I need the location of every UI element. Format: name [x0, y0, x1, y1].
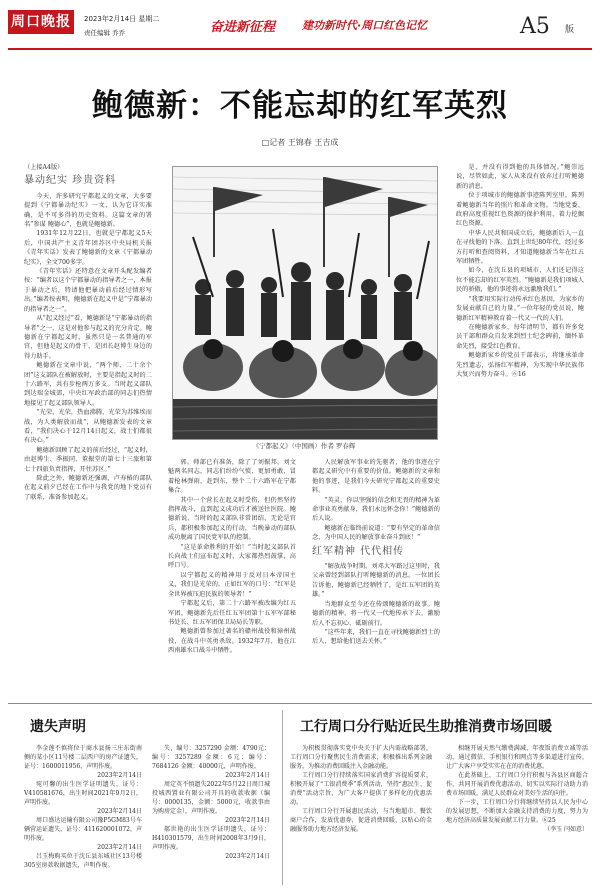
- notice-date: 2023年2月14日: [225, 817, 270, 824]
- column-divider: [282, 710, 283, 885]
- subhead-spirit: 红军精神 代代相传: [312, 545, 405, 557]
- paragraph: 下一步，工行周口分行将继续坚持以人民为中心的发展思想，不断加大金融支持消费的力度，努力为地方经济高质量发展贡献工行力量。⑥25: [446, 799, 588, 824]
- paragraph: 人民解放军事业的先驱者，他的事迹在宁都起义研究中有重要的价值。鲍德新的文章和他的事迹，是我们今天研究宁都起义的重要史料。: [312, 459, 440, 495]
- notice-item: 李金莲不慎将位于商水县扬三庄东街南侧的某小区11号楼二层西户的房产证遗失，证号：1600011956，声明作废。: [24, 745, 142, 770]
- paragraph: 1931年12月22日，也就是宁都起义5天后，中国共产主义青年团苏区中央局机关报《青年实话》发表了鲍德新的文章《宁都暴动纪实》，全文700多字。: [24, 230, 152, 266]
- notice-date: 2023年2月14日: [97, 844, 142, 851]
- paragraph: “这些年来，我们一直在寻找鲍德新烈士的后人，想给他们送去关怀。”: [312, 628, 440, 646]
- paragraph: “我要用实际行动传承红色基因，为家乡的发展贡献自己的力量。”一位年轻的党员说，鲍德新红军精神教育着一代又一代的人们。: [456, 295, 584, 322]
- article-column-3: [312, 458, 440, 695]
- paragraph: “英灵，你以坚强的信念和无畏的精神为革命事业英勇献身，我们永远怀念你！”鲍德新的后人说。: [312, 496, 440, 523]
- paragraph: 是，并没有得到他的具体情况。”鲍崇远说，尽管如此，家人从来没有放弃过打听鲍德新的消息。: [456, 164, 584, 190]
- masthead: [0, 0, 600, 62]
- notice-item: 宛可馨的出生医学证明遗失，证号：V410581676，出生时间2021年9月2日，声明作废。: [24, 781, 142, 806]
- news-column-1: [290, 744, 432, 884]
- paragraph: 从“起义经过”看，鲍德新是“宁都暴动的指导者”之一，这是对他参与起义的充分肯定。鲍德新在宁都起义时，虽然只是一名普通的军官，但他是起义的骨干，是团长赵博生身边的得力助手。: [24, 315, 152, 360]
- masthead-rule: [8, 48, 592, 50]
- page-number: A5: [520, 14, 550, 39]
- illustration-svg: [173, 167, 437, 439]
- news-author: （李玉 闫如意）: [544, 826, 588, 833]
- notice-item: 周口盛达运输有限公司豫P5GM83号车辆营运证遗失，证号：411620001072，声明作废。: [24, 817, 142, 842]
- paragraph: 如今，在沈丘县的项城市，人们还记得这位不能忘却的红军英烈。“鲍德新是我们项城人民的骄傲，他的事迹将永远激励我们。”: [456, 267, 584, 294]
- notice-date: 2023年2月14日: [225, 772, 270, 779]
- article-byline: □记者 王锦春 王吉成: [261, 138, 339, 147]
- paragraph: 工行周口分行开展惠民活动，与当地超市、餐饮商户合作，发放优惠券，促进消费回暖，以贴心的金融服务助力地方经济发展。: [290, 808, 432, 833]
- paragraph: 鲍德新家乡的党员干部表示，将继承革命先烈遗志，弘扬红军精神，为实现中华民族伟大复兴而努力奋斗。⑥16: [456, 352, 584, 378]
- notices-column-2: [152, 744, 270, 884]
- notice-date: 2023年2月14日: [225, 853, 270, 860]
- editor-credit: 责任编辑 乔乔: [84, 29, 126, 37]
- illustration-caption: 《宁都起义》（中国画）作者 罗春辉: [252, 442, 356, 450]
- woodcut-illustration: [172, 166, 438, 440]
- paragraph: 相继开展天然气缴费满减、年夜饭消费立减等活动，通过微信、手机银行和网点等多渠道进行宣传，让广大客户享受实实在在的消费优惠。: [446, 745, 588, 770]
- paragraph: 中华人民共和国成立后，鲍德新后人一直在寻找他的下落。直到上世纪80年代，经过多方打听和查阅资料，才知道鲍德新当年在红五军团牺牲。: [456, 229, 584, 266]
- notice-item: 郝世艳的出生医学证明遗失，证号：H410301579，出生时间2008年3月9日，声明作废。: [152, 826, 270, 851]
- paragraph: 工行周口分行持续落实国家消费扩容提质要求，积极开展了“工银消费季”系列活动，坚持“惠民生、促消费”活动宗旨，为广大客户提供了多样化的优惠活动。: [290, 772, 432, 806]
- notice-item: 吕玉梅购买位于沈丘县东城社区13号楼305室房款收据遗失，声明作废。: [24, 853, 142, 869]
- article-column-2: [168, 458, 296, 695]
- paragraph: 宁都起义后，第二十六路军被改编为红五军团，鲍德新先后任红五军团第十五军军部秘书处长、红五军团保卫局局长等职。: [168, 600, 296, 626]
- paragraph: 鲍德新在临终前说道：“要有坚定的革命信念，为中国人民的解放事业奋斗到底！”: [312, 524, 440, 542]
- paragraph: “解放战争时期，刘邓大军路过这里时，我父亲曾经到部队打听鲍德新的消息。一位团长告诉他，鲍德新已经牺牲了，是红五军团的英雄。”: [312, 563, 440, 599]
- notice-date: 2023年2月14日: [97, 772, 142, 779]
- news-title: 工行周口分行贴近民生助推消费市场回暖: [300, 719, 552, 735]
- paragraph: 郭。师部已有准备，除了了刘振邦，刘文魁两名同志，同志们纷纷气愤，更加勇敢，冒着枪林弹雨，赶到东，整个二十六路军在宁都集合。: [168, 459, 296, 495]
- section-divider: [8, 703, 592, 704]
- paragraph: 为积极贯彻落实党中央关于扩大内需战略部署，工行周口分行聚焦民生消费需求，积极推出系列金融服务，为推动消费回暖注入金融动能。: [290, 745, 432, 770]
- article-column-4: [456, 163, 584, 695]
- paragraph: 《青年实话》还特意在文章开头配发编者按：“编者以这个宁都暴动的指导者之一，本报于暴动之后，特请他把暴动前后经过情形写出。”编者按表明，鲍德新在起义中是“宁都暴动的指导者之一”。: [24, 268, 152, 313]
- paragraph: 在此基础上，工行周口分行积极与各县区商超合作，共同开展消费优惠活动，切实以实际行动助力消费市场回暖，满足人民群众对美好生活的向往。: [446, 772, 588, 797]
- newspaper-logo: 周口晚报: [8, 10, 74, 34]
- paragraph: 鲍德新回顾了起义的前后经过，“起义时，由赵博生、季振同、董振堂的第七十三旅和第七十四旅负责指挥，开往苏区。”: [24, 446, 152, 473]
- paragraph: “这是革命胜利的开始！”当时起义部队首长向战士们宣布起义时，大家都热烈鼓掌，高呼口号。: [168, 543, 296, 570]
- banner-right-text: 建功新时代·周口红色记忆: [302, 19, 428, 32]
- section-banner: [210, 16, 500, 46]
- paragraph: 在鲍德新家乡，每年清明节，都有许多党员干部和群众自发来到烈士纪念碑前，缅怀革命先烈，接受红色教育。: [456, 323, 584, 350]
- notice-date: 2023年2月14日: [97, 808, 142, 815]
- paragraph: 鲍德新曾参加过著名的赣州战役和漳州战役，在战斗中英勇杀敌。1932年7月，他在江西南雄水口战斗中牺牲。: [168, 628, 296, 655]
- paragraph: 位于项城市的鲍德新事迹陈列室里，陈列着鲍德新当年的照片和革命文物。当地党委、政府高度重视红色资源的保护利用，着力挖掘红色资源。: [456, 192, 584, 228]
- page-number-suffix: 版: [565, 25, 575, 35]
- paragraph: “光荣，光荣，热血沸腾，光荣为苏维埃而战，为人类解放而战”，从鲍德新发表的文章看，“我们决心于12月14日起义，战士们都很有决心。”: [24, 409, 152, 445]
- paragraph: 除此之外，鲍德新还强调，卢寿椿的部队在起义前夕已经在工作中与我党的地下党员有了联系，准备参加起义。: [24, 475, 152, 501]
- paragraph: 当地群众至今还在传颂鲍德新的故事。鲍德新的精神，将一代又一代地传承下去，激励后人不忘初心、砥砺前行。: [312, 600, 440, 627]
- notices-column-1: [24, 744, 142, 884]
- notice-item: 失，编号：3257290 金额：4790元；编号：3257289 金额：6元；编号：7684126 金额：40000元，声明作废。: [152, 745, 270, 770]
- news-column-2: [446, 744, 588, 884]
- continued-marker: （上接A4版）: [24, 164, 64, 171]
- notices-title: 遗失声明: [30, 719, 86, 735]
- article-column-1: [24, 163, 152, 695]
- paragraph: 其中一个营长在起义时受伤，但仍然坚持指挥战斗，直到起义成功后才被送往医院。鲍德新说，当时的起义部队非常团结，无论是官兵，都积极参加起义的行动，当晚暴动的部队成功脱离了国民党军队的控制。: [168, 496, 296, 542]
- issue-date: 2023年2月14日 星期二: [84, 15, 160, 23]
- notice-item: 周定英不慎遗失2022年5月22日周口城投城西置业有限公司开具的收款收据（编号：0000135，金额：5000元，收款事由为购房定金），声明作废。: [152, 781, 270, 815]
- paragraph: 以宁都起义的精神用于反对日本帝国主义，我们是光荣的。正如红军的口号：“红军是全世界被压迫民族的领导者！”: [168, 571, 296, 598]
- article-headline: 鲍德新：不能忘却的红军英烈: [92, 88, 508, 124]
- paragraph: 鲍德新在文章中说，“两个师、二十余个团”这支部队在被解放时，主要是指起义时的二十六路军，共有步枪两万多支。当时起义部队到达瑞金城郊，中央红军政治部的同志们热情地接见了起义部队领导人。: [24, 362, 152, 407]
- paragraph: 今天，许多研究宁都起义的文章，大多要提到《宁都暴动纪实》一文，认为它详实准确，是不可多得的历史资料。这篇文章的署名“参谋 鲍德心”，也就是鲍德新。: [24, 192, 152, 229]
- subhead-record: 暴动纪实 珍贵资料: [24, 175, 117, 187]
- banner-left-text: 奋进新征程: [210, 20, 276, 35]
